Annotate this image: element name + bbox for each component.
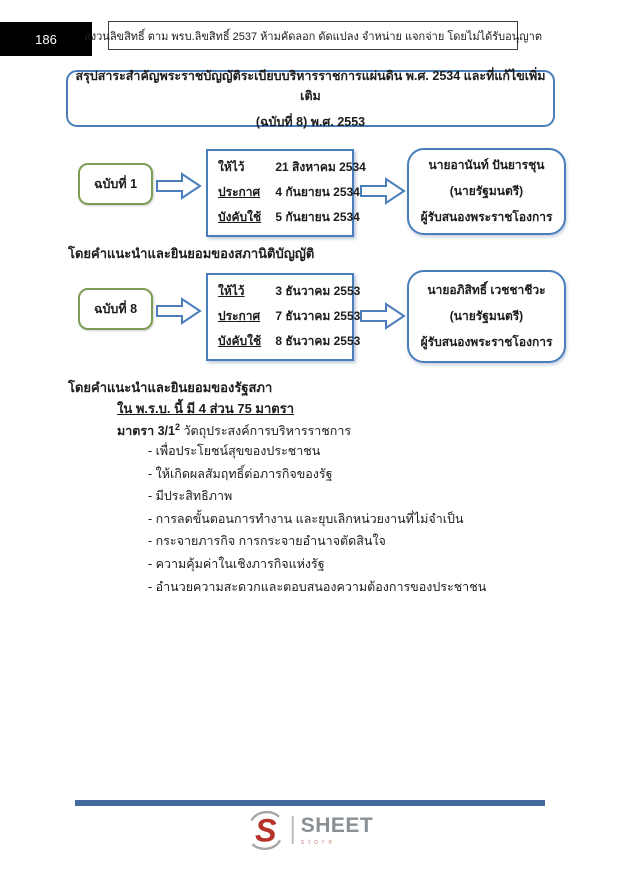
signer-title: (นายรัฐมนตรี): [449, 309, 524, 323]
copyright-notice-box: [84, 21, 542, 50]
edition-8-label: ฉบับที่ 8: [93, 302, 138, 316]
list-item: - เพื่อประโยชน์สุขของประชาชน: [148, 444, 321, 458]
edition-8-signer-box: [407, 270, 566, 363]
title-line-1: สรุปสาระสำคัญพระราชบัญญัติระเบียบบริหารราชการแผ่นดิน พ.ศ. 2534 และที่แก้ไขเพิ่มเติม: [75, 68, 546, 103]
date-value: 8 ธันวาคม 2553: [275, 334, 361, 348]
right-arrow-icon: [155, 296, 202, 326]
title-line-2: (ฉบับที่ 8) พ.ศ. 2553: [255, 114, 366, 129]
document-title-box: [66, 70, 555, 127]
date-line: [218, 332, 361, 351]
date-value: 21 สิงหาคม 2534: [275, 160, 366, 174]
page-number-tab: [0, 22, 92, 56]
edition-1-label: ฉบับที่ 1: [93, 177, 138, 191]
copyright-text: สงวนลิขสิทธิ์ ตาม พรบ.ลิขสิทธิ์ 2537 ห้ามคัดลอก ดัดแปลง จำหน่าย แจกจ่าย โดยไม่ได้รับอนุญาต: [84, 30, 542, 43]
advice-note-1: โดยคำแนะนำและยินยอมของสภานิติบัญญัติ: [68, 246, 315, 261]
date-label: บังคับใช้: [218, 210, 262, 224]
date-line: [218, 183, 360, 202]
logo-divider: [292, 816, 294, 844]
article-line: [117, 421, 351, 441]
date-value: 5 กันยายน 2534: [275, 210, 360, 224]
date-label: ให้ไว้: [218, 284, 245, 298]
right-arrow-icon: [359, 301, 406, 331]
list-item: - อำนวยความสะดวกและตอบสนองความต้องการของประชาชน: [148, 579, 487, 594]
article-superscript: 2: [174, 421, 180, 432]
list-item: - ให้เกิดผลสัมฤทธิ์ต่อภารกิจของรัฐ: [148, 466, 333, 481]
list-item: - ความคุ้มค่าในเชิงภารกิจแห่งรัฐ: [148, 556, 325, 571]
logo-text-column: [301, 815, 374, 846]
edition-1-dates-box: [206, 149, 366, 237]
list-item: - การลดขั้นตอนการทำงาน และยุบเลิกหน่วยงานที่ไม่จำเป็น: [148, 511, 464, 526]
edition-1-signer-box: [407, 148, 566, 235]
list-item: - กระจายภารกิจ การกระจายอำนาจตัดสินใจ: [148, 534, 386, 549]
date-label: ให้ไว้: [218, 160, 245, 174]
signer-title: (นายรัฐมนตรี): [449, 184, 524, 198]
list-item: - มีประสิทธิภาพ: [148, 489, 233, 504]
article-title: วัตถุประสงค์การบริหารราชการ: [183, 424, 352, 438]
date-line: [218, 282, 361, 301]
edition-8-dates-box: [206, 273, 361, 361]
signer-name: นายอภิสิทธิ์ เวชชาชีวะ: [427, 283, 546, 297]
date-line: [218, 307, 361, 326]
date-value: 7 ธันวาคม 2553: [275, 309, 361, 323]
signer-role: ผู้รับสนองพระราชโองการ: [420, 210, 553, 224]
date-value: 4 กันยายน 2534: [275, 185, 360, 199]
signer-name: นายอานันท์ ปันยารชุน: [428, 158, 545, 172]
signer-role: ผู้รับสนองพระราชโองการ: [420, 335, 553, 349]
page-number: 186: [35, 31, 57, 47]
right-arrow-icon: [155, 171, 202, 201]
date-line: [218, 158, 366, 177]
date-label: บังคับใช้: [218, 334, 262, 348]
logo-subtitle: store: [300, 838, 337, 846]
edition-1-label-box: [78, 163, 153, 205]
date-label: ประกาศ: [218, 309, 261, 323]
objectives-list: [148, 440, 486, 598]
advice-note-2: โดยคำแนะนำและยินยอมของรัฐสภา: [68, 380, 273, 395]
right-arrow-icon: [359, 176, 406, 206]
footer-divider-bar: [75, 800, 545, 806]
date-label: ประกาศ: [218, 185, 261, 199]
svg-text:S: S: [254, 812, 277, 849]
logo-name: SHEET: [300, 813, 374, 837]
article-label: มาตรา 3/1: [117, 424, 175, 438]
edition-8-label-box: [78, 288, 153, 330]
sheet-store-logo: [247, 810, 374, 850]
section-heading: ใน พ.ร.บ. นี้ มี 4 ส่วน 75 มาตรา: [117, 401, 295, 416]
date-line: [218, 208, 360, 227]
date-value: 3 ธันวาคม 2553: [275, 284, 361, 298]
logo-s-icon: [247, 810, 285, 850]
